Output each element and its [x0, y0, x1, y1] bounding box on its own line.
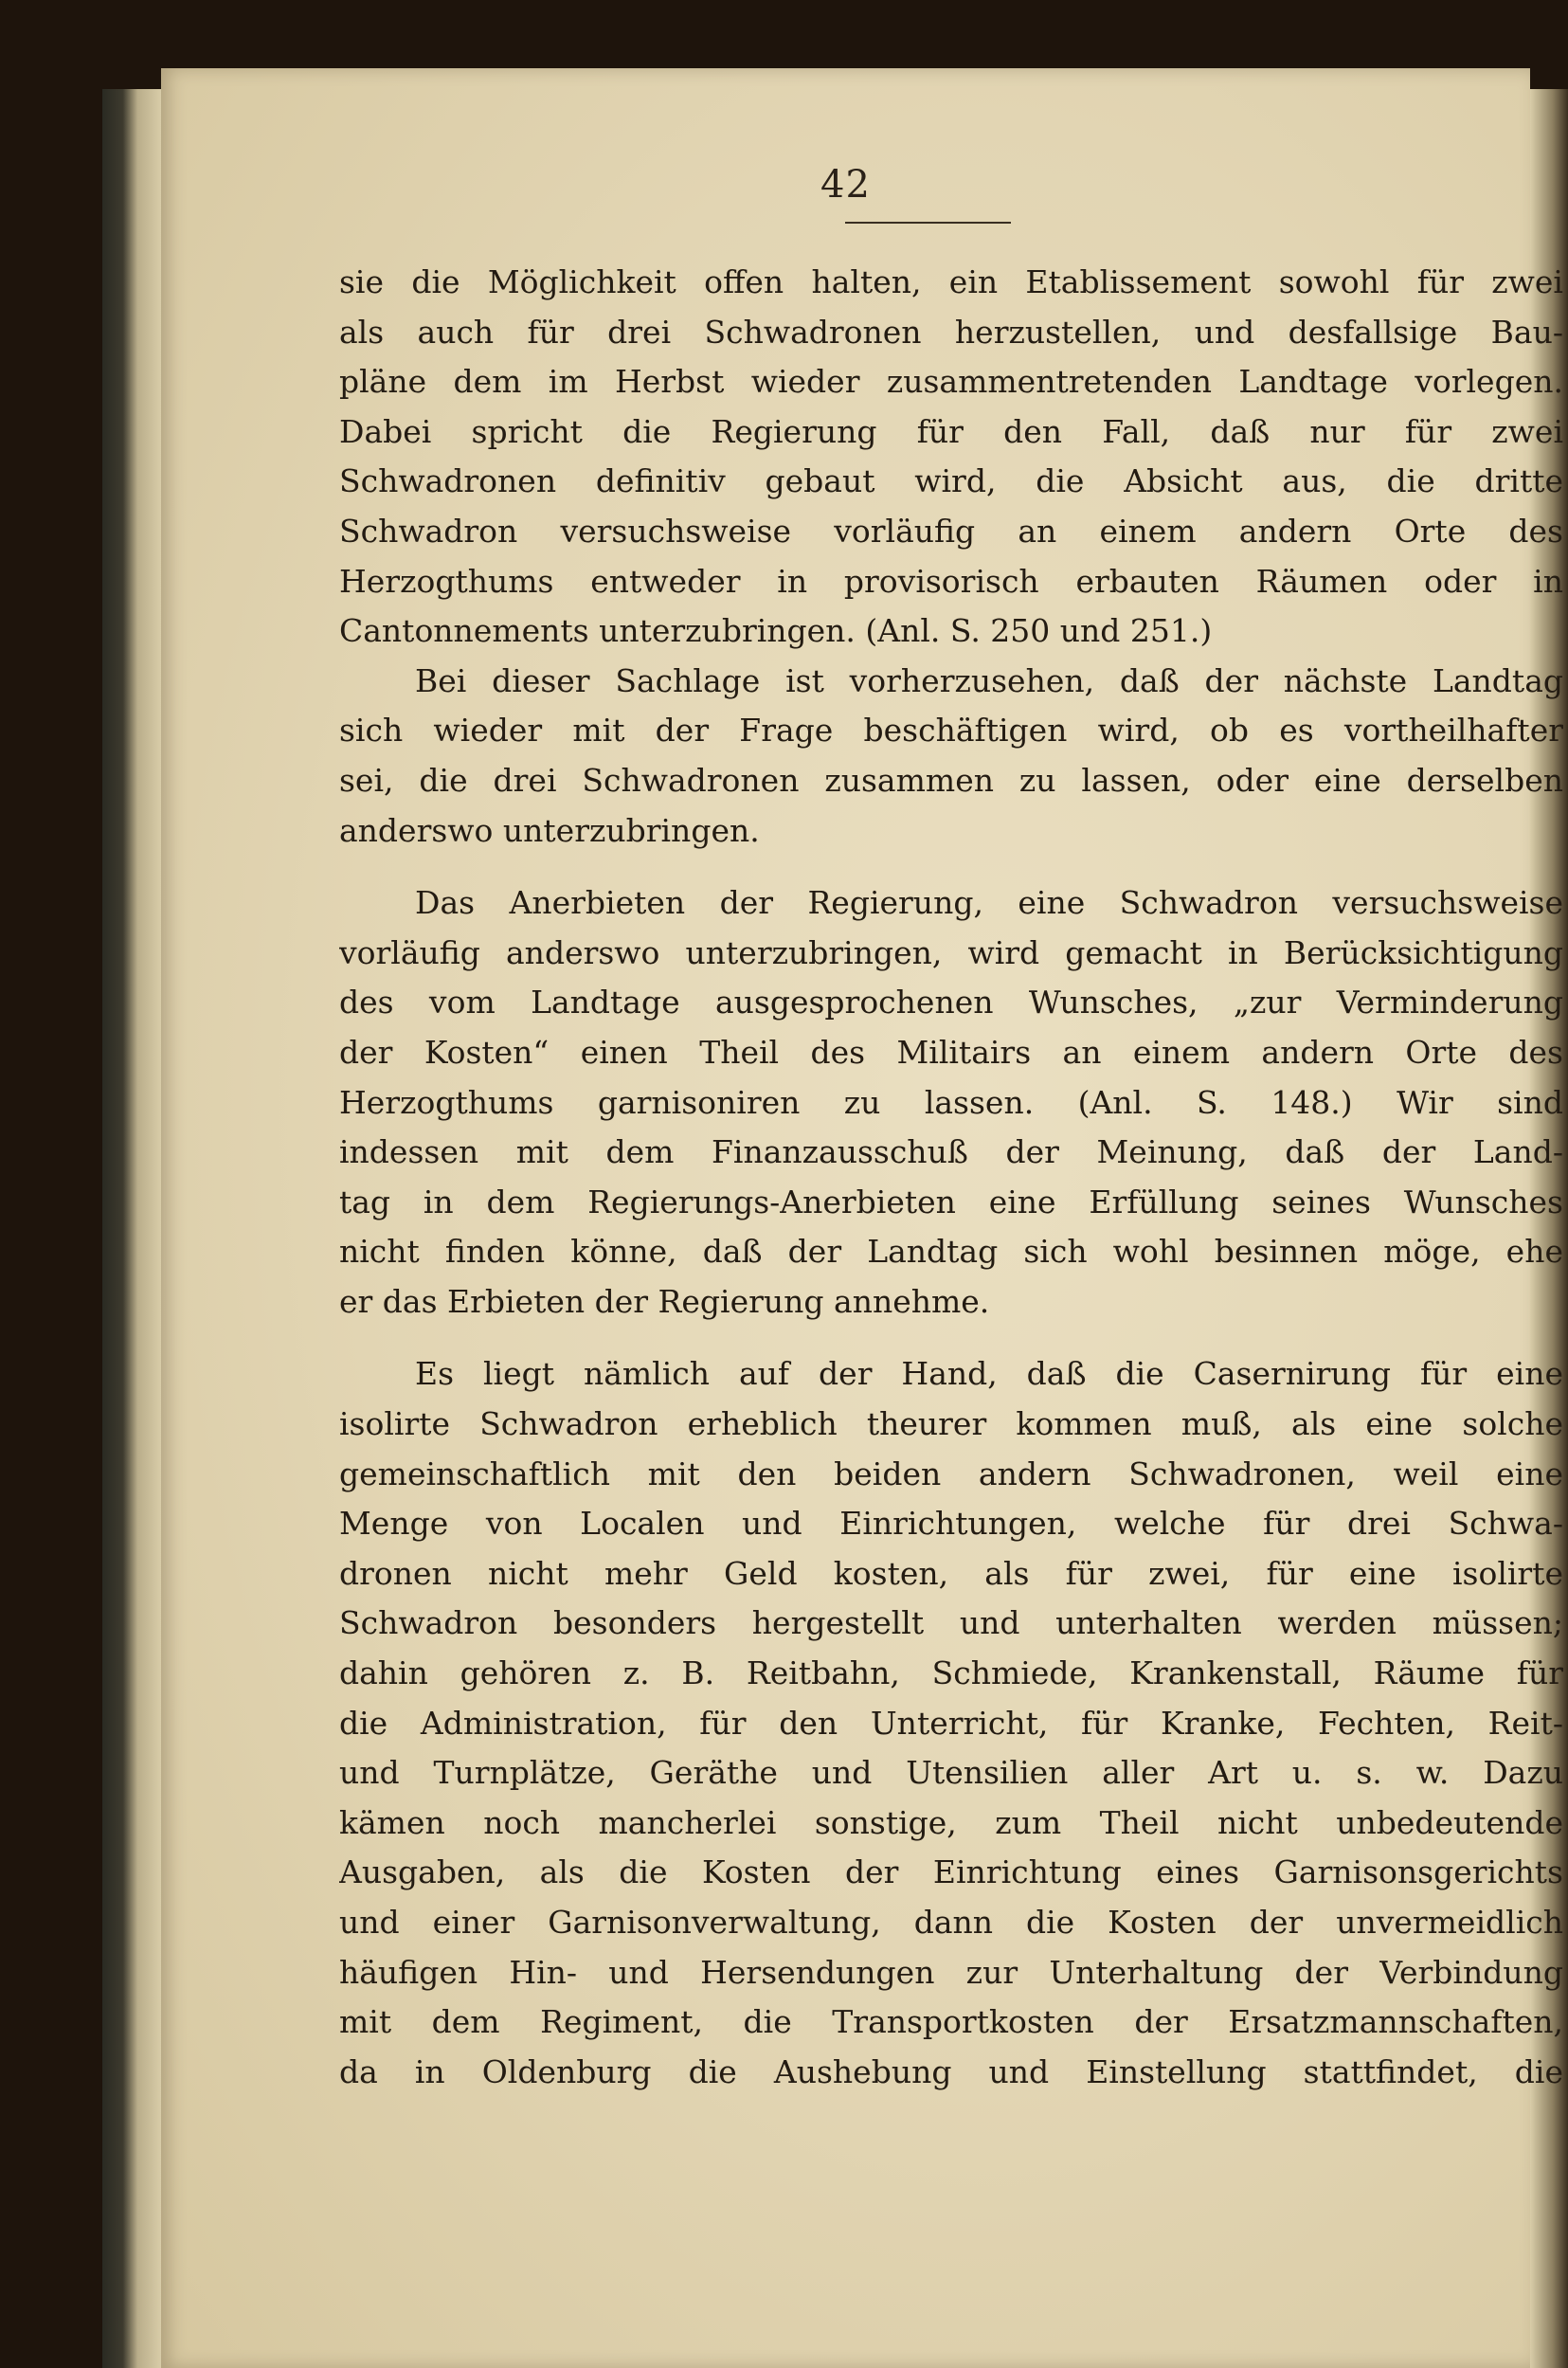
text-line: vorläufig anderswo unterzubringen, wird gemacht in Berücksichtigung	[339, 933, 1563, 971]
paragraph-1	[339, 258, 1563, 657]
page-number: 42	[820, 163, 871, 207]
text-line: Dabei spricht die Regierung für den Fall, daß nur für zwei	[339, 412, 1563, 450]
body-text	[339, 258, 1563, 2097]
text-line: sei, die drei Schwadronen zusammen zu lassen, oder eine derselben	[339, 761, 1563, 799]
text-line: Es liegt nämlich auf der Hand, daß die Casernirung für eine	[415, 1355, 1563, 1393]
text-line: und Turnplätze, Geräthe und Utensilien aller Art u. s. w. Dazu	[339, 1754, 1563, 1792]
paragraph-gap	[339, 1327, 1563, 1349]
text-line: als auch für drei Schwadronen herzustellen, und desfallsige Bau-	[339, 313, 1563, 351]
text-line: sie die Möglichkeit offen halten, ein Etablissement sowohl für zwei	[339, 263, 1563, 300]
text-line: Cantonnements unterzubringen. (Anl. S. 250 und 251.)	[339, 612, 1213, 650]
text-line: sich wieder mit der Frage beschäftigen wird, ob es vortheilhafter	[339, 712, 1563, 750]
paragraph-4	[339, 1349, 1563, 2097]
text-line: pläne dem im Herbst wieder zusammentretenden Landtage vorlegen.	[339, 363, 1563, 401]
text-line: isolirte Schwadron erheblich theurer kommen muß, als eine solche	[339, 1405, 1563, 1443]
text-line: Ausgaben, als die Kosten der Einrichtung eines Garnisonsgerichts	[339, 1853, 1563, 1891]
paragraph-gap	[339, 856, 1563, 878]
text-line: indessen mit dem Finanzausschuß der Meinung, daß der Land-	[339, 1133, 1563, 1171]
text-line: dronen nicht mehr Geld kosten, als für zwei, für eine isolirte	[339, 1554, 1563, 1592]
paragraph-3	[339, 878, 1563, 1327]
text-line: da in Oldenburg die Aushebung und Einstellung stattfindet, die	[339, 2052, 1563, 2090]
text-line: häufigen Hin- und Hersendungen zur Unterhaltung der Verbindung	[339, 1953, 1563, 1991]
text-line: der Kosten“ einen Theil des Militairs an einem andern Orte des	[339, 1033, 1563, 1071]
text-line: Schwadron besonders hergestellt und unterhalten werden müssen;	[339, 1604, 1563, 1642]
text-line: anderswo unterzubringen.	[339, 811, 760, 849]
paragraph-2	[339, 657, 1563, 856]
text-line: nicht finden könne, daß der Landtag sich wohl besinnen möge, ehe	[339, 1233, 1563, 1271]
text-line: er das Erbieten der Regierung annehme.	[339, 1282, 990, 1320]
text-line: Bei dieser Sachlage ist vorherzusehen, daß der nächste Landtag	[415, 661, 1563, 699]
text-line: Herzogthums garnisoniren zu lassen. (Anl. S. 148.) Wir sind	[339, 1083, 1563, 1121]
book-page	[161, 68, 1563, 2368]
text-line: des vom Landtage ausgesprochenen Wunsches, „zur Verminderung	[339, 984, 1563, 1021]
text-line: kämen noch mancherlei sonstige, zum Theil nicht unbedeutende	[339, 1803, 1563, 1841]
text-line: Schwadron versuchsweise vorläufig an einem andern Orte des	[339, 512, 1563, 550]
text-line: dahin gehören z. B. Reitbahn, Schmiede, Krankenstall, Räume für	[339, 1654, 1563, 1692]
book-binding-edge	[102, 89, 161, 2368]
text-line: Menge von Localen und Einrichtungen, welche für drei Schwa-	[339, 1505, 1563, 1543]
text-line: und einer Garnisonverwaltung, dann die Kosten der unvermeidlich	[339, 1904, 1563, 1941]
text-line: Das Anerbieten der Regierung, eine Schwadron versuchsweise	[415, 884, 1563, 922]
text-line: Herzogthums entweder in provisorisch erbauten Räumen oder in	[339, 562, 1563, 600]
text-line: die Administration, für den Unterricht, für Kranke, Fechten, Reit-	[339, 1704, 1563, 1742]
text-line: mit dem Regiment, die Transportkosten der Ersatzmannschaften,	[339, 2003, 1563, 2041]
text-line: tag in dem Regierungs-Anerbieten eine Erfüllung seines Wunsches	[339, 1183, 1563, 1220]
header-rule	[845, 222, 1011, 224]
text-line: Schwadronen definitiv gebaut wird, die Absicht aus, die dritte	[339, 462, 1563, 500]
text-line: gemeinschaftlich mit den beiden andern Schwadronen, weil eine	[339, 1455, 1563, 1492]
